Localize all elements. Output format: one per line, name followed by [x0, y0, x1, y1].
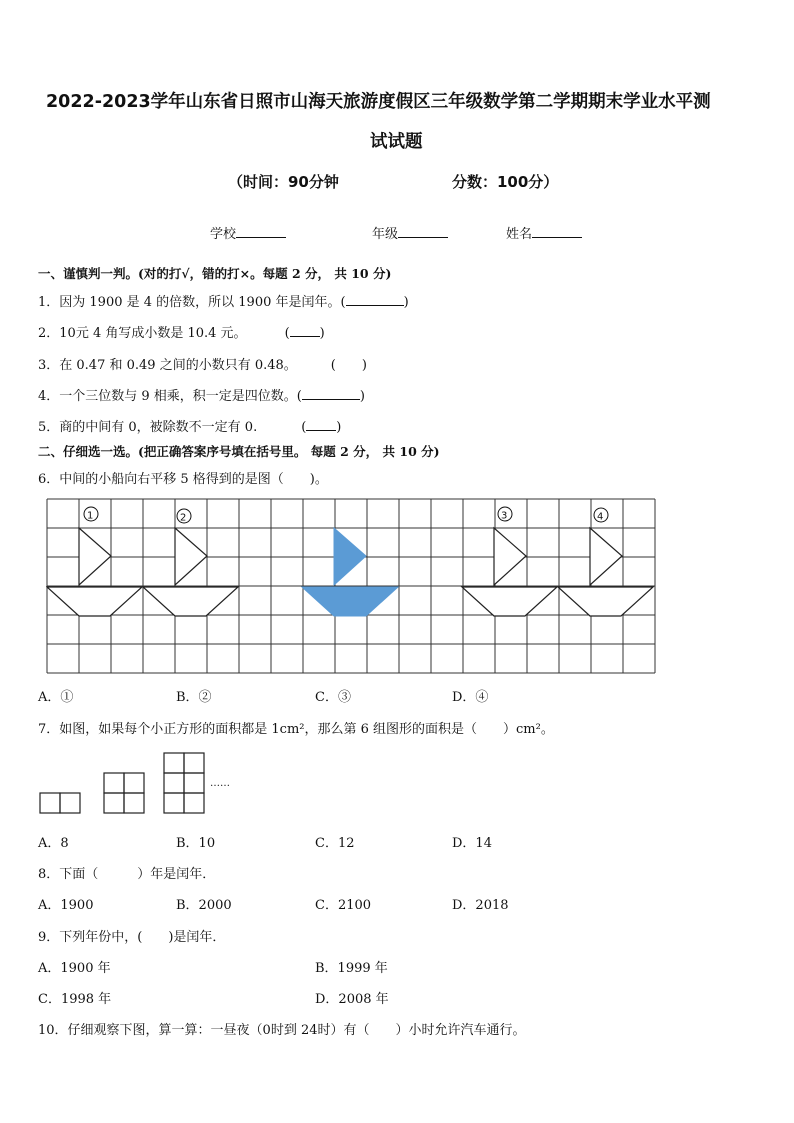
blue-boat-sail — [334, 528, 366, 585]
group3-square — [184, 773, 204, 793]
boat-4-sail — [590, 528, 622, 585]
question-5-paren-open: ( — [301, 420, 307, 435]
boat-2-hull — [143, 587, 238, 616]
q9-option-b[interactable]: B．1999 年 — [315, 961, 388, 976]
paper-title-line1: 2022-2023学年山东省日照市山海天旅游度假区三年级数学第二学期期末学业水平测 — [46, 92, 711, 112]
question-1-text: 1．因为 1900 是 4 的倍数，所以 1900 年是闰年。( — [38, 295, 346, 310]
group2-square — [104, 793, 124, 813]
q8-option-b[interactable]: B．2000 — [176, 898, 232, 913]
group3-square — [184, 793, 204, 813]
group2-square — [104, 773, 124, 793]
q6-option-d[interactable]: D．④ — [452, 690, 489, 705]
question-2-text: 2．10元 4 角写成小数是 10.4 元。 — [38, 326, 247, 341]
question-3-paren[interactable]: ( ) — [330, 358, 367, 373]
question-4-paren: ) — [359, 389, 365, 404]
q7-option-b[interactable]: B．10 — [176, 836, 216, 851]
question-1 — [38, 291, 409, 310]
boat-4-hull — [558, 587, 653, 616]
group1-square — [40, 793, 60, 813]
question-5-paren-close: ) — [336, 420, 342, 435]
section1-heading: 一、谨慎判一判。(对的打√，错的打×。每题 2 分， 共 10 分) — [38, 266, 392, 281]
boat-grid-figure — [46, 498, 656, 676]
q9-option-c[interactable]: C．1998 年 — [38, 992, 112, 1007]
paper-title-line2: 试试题 — [370, 132, 423, 152]
grade-blank[interactable] — [398, 224, 448, 238]
question-2 — [38, 322, 325, 341]
section2-heading: 二、仔细选一选。(把正确答案序号填在括号里。 每题 2 分， 共 10 分) — [38, 444, 440, 459]
boat-markers — [84, 507, 608, 524]
boat-3-sail — [494, 528, 526, 585]
school-label: 学校 — [210, 227, 237, 242]
question-3-text: 3．在 0.47 和 0.49 之间的小数只有 0.48。 — [38, 358, 297, 373]
name-blank[interactable] — [532, 224, 582, 238]
question-8-text: 8．下面（ ）年是闰年． — [38, 867, 216, 882]
group2-square — [124, 793, 144, 813]
q8-option-c[interactable]: C．2100 — [315, 898, 372, 913]
boat-1-sail — [79, 528, 111, 585]
boat-1-hull — [47, 587, 142, 616]
middle-blue-boat — [302, 528, 398, 616]
question-4-text: 4．一个三位数与 9 相乘，积一定是四位数。( — [38, 389, 302, 404]
question-10-text: 10．仔细观察下图，算一算：一昼夜（0时到 24时）有（ ）小时允许汽车通行。 — [38, 1023, 526, 1038]
school-field — [210, 223, 286, 242]
question-5 — [38, 416, 341, 435]
q9-option-a[interactable]: A．1900 年 — [38, 961, 111, 976]
question-6-text: 6．中间的小船向右平移 5 格得到的是图（ )。 — [38, 472, 328, 487]
q8-option-a[interactable]: A．1900 — [38, 898, 94, 913]
group3-square — [164, 753, 184, 773]
time-label: （时间：90分钟 — [228, 173, 339, 191]
q6-option-b[interactable]: B．② — [176, 690, 212, 705]
group1-square — [60, 793, 80, 813]
group3-square — [164, 773, 184, 793]
grid-lines — [47, 499, 655, 673]
school-blank[interactable] — [236, 224, 286, 238]
name-label: 姓名 — [506, 227, 533, 242]
question-2-blank[interactable] — [290, 323, 320, 337]
grade-label: 年级 — [372, 227, 399, 242]
question-7-text: 7．如图，如果每个小正方形的面积都是 1cm²，那么第 6 组图形的面积是（ ）cm²。 — [38, 722, 554, 737]
marker-3: 3 — [501, 510, 508, 522]
q8-option-d[interactable]: D．2018 — [452, 898, 509, 913]
question-2-paren-close: ) — [319, 326, 325, 341]
blue-boat-hull — [302, 587, 398, 616]
q7-option-a[interactable]: A．8 — [38, 836, 69, 851]
question-5-text: 5．商的中间有 0，被除数不一定有 0. — [38, 420, 258, 435]
boat-2-sail — [175, 528, 207, 585]
question-1-blank[interactable] — [346, 292, 404, 306]
question-1-paren: ) — [403, 295, 409, 310]
group3-square — [164, 793, 184, 813]
question-9-text: 9．下列年份中，( )是闰年． — [38, 930, 226, 945]
q7-option-c[interactable]: C．12 — [315, 836, 355, 851]
name-field — [506, 223, 582, 242]
marker-2: 2 — [180, 512, 187, 524]
question-4-blank[interactable] — [302, 386, 360, 400]
marker-1: 1 — [87, 510, 94, 522]
question-5-blank[interactable] — [306, 417, 336, 431]
grade-field — [372, 223, 448, 242]
score-label: 分数：100分） — [452, 173, 559, 191]
group2-square — [124, 773, 144, 793]
q9-option-d[interactable]: D．2008 年 — [315, 992, 389, 1007]
pattern-ellipsis: …… — [210, 778, 230, 789]
q6-option-a[interactable]: A．① — [38, 690, 74, 705]
marker-4: 4 — [597, 511, 604, 523]
boat-3-hull — [462, 587, 557, 616]
question-4 — [38, 385, 365, 404]
question-3 — [38, 354, 367, 373]
q7-option-d[interactable]: D．14 — [452, 836, 492, 851]
question-2-paren-open: ( — [284, 326, 290, 341]
group3-square — [184, 753, 204, 773]
q6-option-c[interactable]: C．③ — [315, 690, 351, 705]
